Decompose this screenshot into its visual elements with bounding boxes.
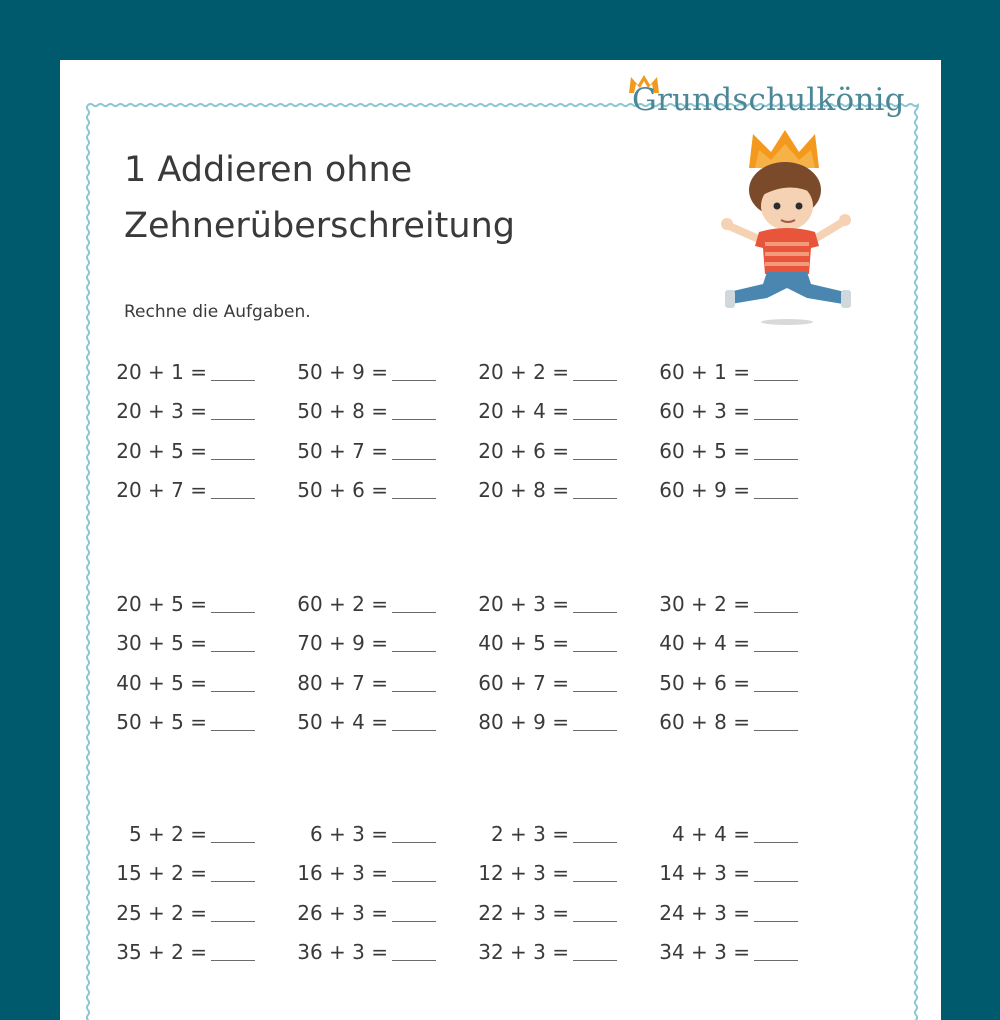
math-task [459,439,617,463]
task-expression: 40 + 4 = [659,631,750,656]
math-task [640,940,798,964]
math-task [278,478,436,502]
task-expression: 12 + 3 = [478,861,569,886]
answer-blank[interactable] [573,480,617,499]
answer-blank[interactable] [573,863,617,882]
answer-blank[interactable] [211,441,255,460]
answer-blank[interactable] [392,863,436,882]
math-task [97,861,255,885]
task-expression: 20 + 5 = [116,438,207,463]
task-expression: 60 + 2 = [297,592,388,616]
task-expression: 30 + 2 = [659,592,750,616]
task-expression: 30 + 5 = [116,631,207,656]
answer-blank[interactable] [392,633,436,652]
math-task [640,592,798,616]
math-task [459,360,617,384]
math-task [278,592,436,616]
task-expression: 60 + 3 = [659,399,750,424]
task-expression: 80 + 9 = [478,709,569,734]
answer-blank[interactable] [754,712,798,731]
answer-blank[interactable] [754,942,798,961]
math-task [278,439,436,463]
task-expression: 35 + 2 = [116,939,207,964]
task-expression: 26 + 3 = [297,900,388,925]
math-task [640,671,798,695]
answer-blank[interactable] [392,594,436,613]
math-task [97,439,255,463]
math-task [640,360,798,384]
math-task [97,478,255,502]
answer-blank[interactable] [211,824,255,843]
answer-blank[interactable] [211,903,255,922]
answer-blank[interactable] [754,903,798,922]
math-task [278,940,436,964]
answer-blank[interactable] [754,673,798,692]
answer-blank[interactable] [573,441,617,460]
answer-blank[interactable] [392,673,436,692]
task-expression: 20 + 2 = [478,360,569,384]
task-expression: 24 + 3 = [659,900,750,925]
math-task [97,399,255,423]
math-task [97,631,255,655]
answer-blank[interactable] [573,594,617,613]
math-task [97,671,255,695]
math-task [97,360,255,384]
answer-blank[interactable] [573,362,617,381]
task-expression: 50 + 5 = [116,709,207,734]
math-task [97,592,255,616]
math-task [459,901,617,925]
answer-blank[interactable] [211,712,255,731]
task-expression: 6 + 3 = [309,822,388,846]
math-task [278,631,436,655]
task-expression: 60 + 5 = [659,438,750,463]
answer-blank[interactable] [573,401,617,420]
task-expression: 70 + 9 = [297,631,388,656]
math-task [459,861,617,885]
answer-blank[interactable] [211,673,255,692]
math-task [459,822,617,846]
math-task [459,940,617,964]
title-line-1: 1 Addieren ohne [124,150,413,190]
task-expression: 20 + 4 = [478,399,569,424]
math-task [640,901,798,925]
math-task [97,710,255,734]
math-task [640,478,798,502]
answer-blank[interactable] [392,362,436,381]
answer-blank[interactable] [211,362,255,381]
title-line-2: Zehnerüberschreitung [124,206,515,246]
task-expression: 20 + 6 = [478,438,569,463]
task-expression: 25 + 2 = [116,900,207,925]
math-task [278,710,436,734]
task-expression: 5 + 2 = [128,822,207,846]
math-task [459,671,617,695]
answer-blank[interactable] [211,594,255,613]
answer-blank[interactable] [573,712,617,731]
math-task [640,399,798,423]
math-task [640,861,798,885]
task-expression: 32 + 3 = [478,939,569,964]
math-task [640,439,798,463]
answer-blank[interactable] [211,401,255,420]
answer-blank[interactable] [392,480,436,499]
math-task [97,940,255,964]
answer-blank[interactable] [754,441,798,460]
task-expression: 2 + 3 = [490,822,569,846]
math-task [278,861,436,885]
instruction-text: Rechne die Aufgaben. [124,302,311,322]
task-expression: 50 + 4 = [297,709,388,734]
task-expression: 22 + 3 = [478,900,569,925]
task-expression: 20 + 3 = [478,592,569,616]
task-expression: 40 + 5 = [116,670,207,695]
task-expression: 60 + 1 = [659,360,750,384]
answer-blank[interactable] [754,633,798,652]
math-task [459,478,617,502]
task-expression: 4 + 4 = [671,822,750,846]
answer-blank[interactable] [754,362,798,381]
answer-blank[interactable] [211,480,255,499]
answer-blank[interactable] [211,633,255,652]
jumping-boy-illustration [715,128,855,328]
math-task [640,631,798,655]
task-expression: 20 + 7 = [116,477,207,502]
answer-blank[interactable] [754,863,798,882]
answer-blank[interactable] [392,401,436,420]
task-expression: 50 + 6 = [297,477,388,502]
task-expression: 60 + 8 = [659,709,750,734]
answer-blank[interactable] [754,480,798,499]
answer-blank[interactable] [754,594,798,613]
task-expression: 40 + 5 = [478,631,569,656]
task-expression: 60 + 7 = [478,670,569,695]
math-task [278,671,436,695]
worksheet [60,60,941,1020]
task-expression: 50 + 9 = [297,360,388,384]
task-expression: 16 + 3 = [297,861,388,886]
answer-blank[interactable] [754,401,798,420]
task-expression: 20 + 3 = [116,399,207,424]
answer-blank[interactable] [392,441,436,460]
task-expression: 14 + 3 = [659,861,750,886]
math-task [459,710,617,734]
math-task [97,901,255,925]
answer-blank[interactable] [392,903,436,922]
task-expression: 60 + 9 = [659,477,750,502]
task-expression: 80 + 7 = [297,670,388,695]
math-task [278,901,436,925]
task-expression: 50 + 6 = [659,670,750,695]
math-task [640,822,798,846]
task-expression: 34 + 3 = [659,939,750,964]
answer-blank[interactable] [754,824,798,843]
math-task [459,592,617,616]
answer-blank[interactable] [573,942,617,961]
answer-blank[interactable] [573,673,617,692]
answer-blank[interactable] [392,942,436,961]
brand-logo-text: Grundschulkönig [632,82,905,118]
math-task [97,822,255,846]
task-expression: 20 + 5 = [116,592,207,616]
answer-blank[interactable] [392,712,436,731]
answer-blank[interactable] [211,863,255,882]
math-task [278,822,436,846]
page-title [124,142,515,254]
task-expression: 20 + 1 = [116,360,207,384]
math-task [640,710,798,734]
task-expression: 15 + 2 = [116,861,207,886]
answer-blank[interactable] [392,824,436,843]
task-expression: 50 + 8 = [297,399,388,424]
math-task [278,360,436,384]
math-task [459,631,617,655]
task-expression: 20 + 8 = [478,477,569,502]
task-expression: 36 + 3 = [297,939,388,964]
answer-blank[interactable] [573,824,617,843]
math-task [459,399,617,423]
math-task [278,399,436,423]
answer-blank[interactable] [573,633,617,652]
answer-blank[interactable] [573,903,617,922]
task-expression: 50 + 7 = [297,438,388,463]
answer-blank[interactable] [211,942,255,961]
